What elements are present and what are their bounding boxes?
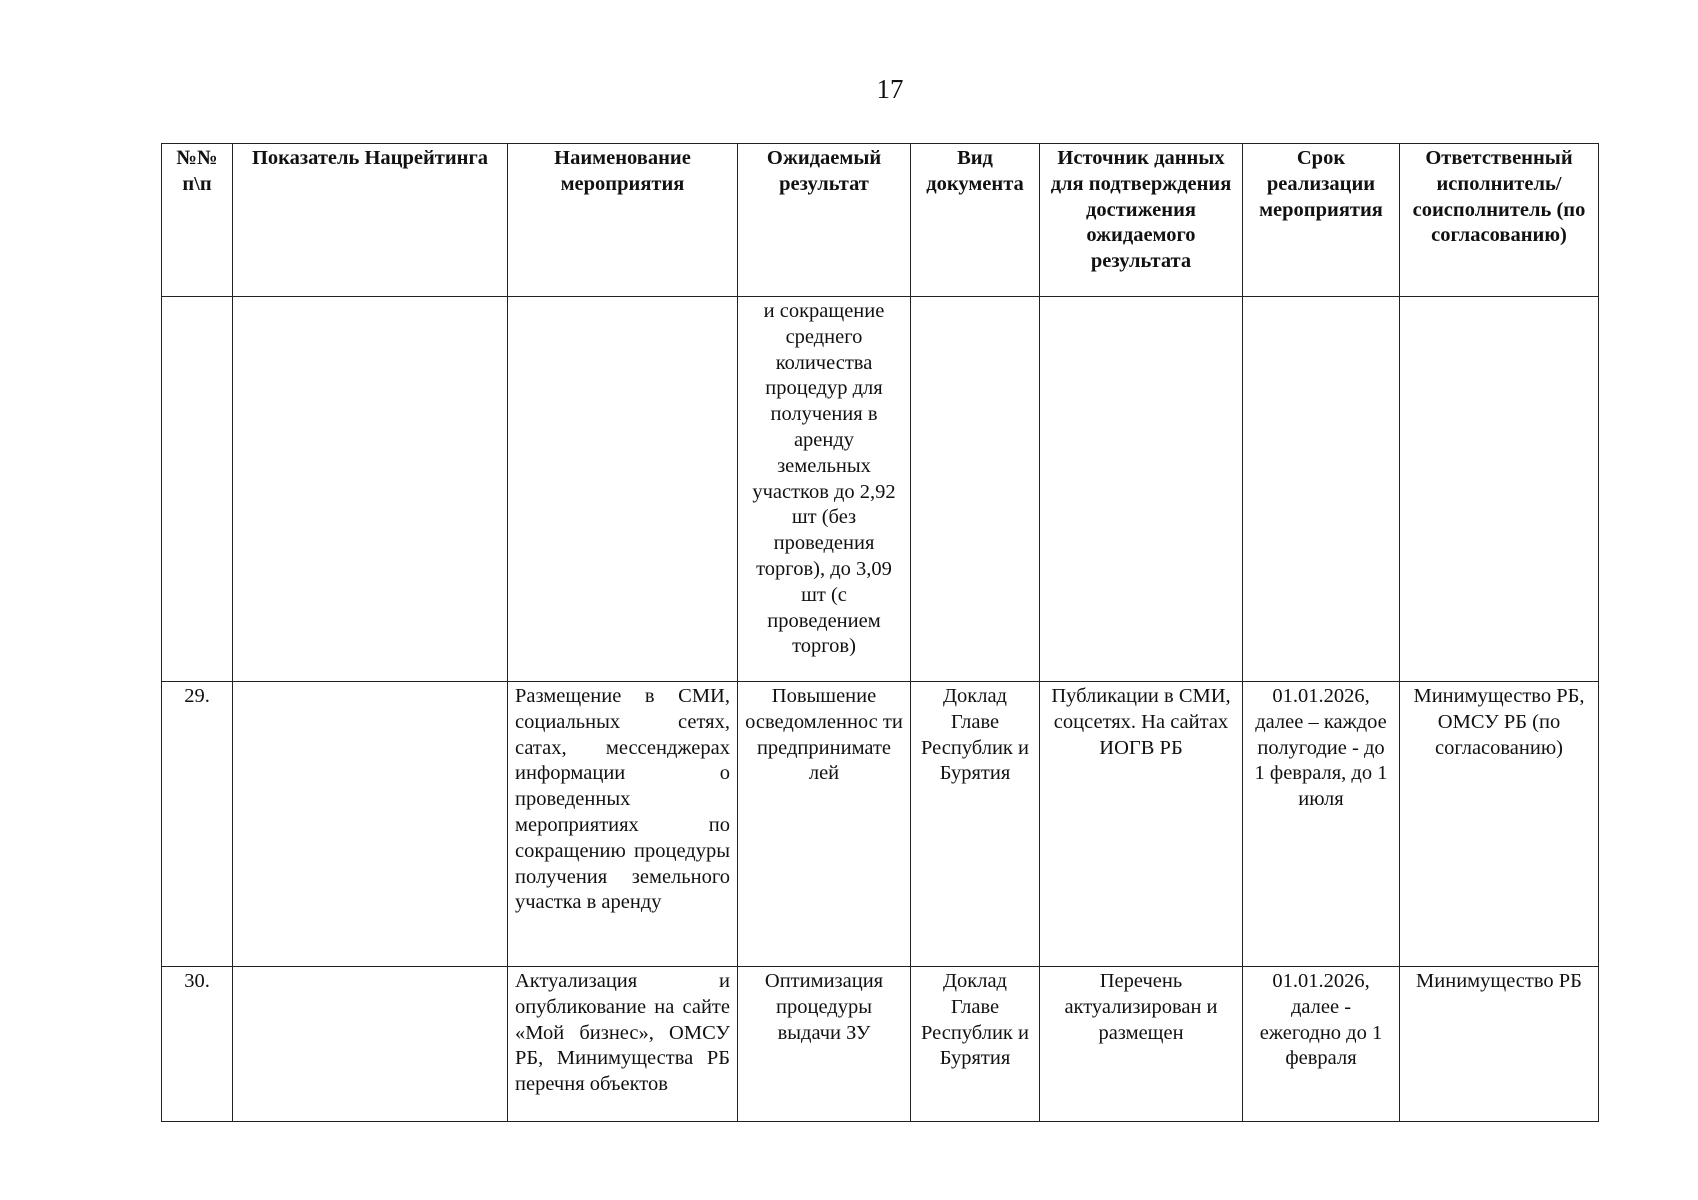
table-row (162, 682, 1599, 967)
cell-document-type: Доклад Главе Республик и Бурятия (911, 682, 1040, 967)
table-row (162, 297, 1599, 682)
cell-deadline: 01.01.2026, далее – каждое полугодие - до 1 февраля, до 1 июля (1243, 682, 1400, 967)
table-header-row (162, 144, 1599, 297)
cell-activity (508, 297, 738, 682)
cell-responsible: Минимущество РБ (1400, 967, 1599, 1122)
page-number: 17 (876, 74, 904, 104)
cell-responsible: Минимущество РБ, ОМСУ РБ (по согласованию) (1400, 682, 1599, 967)
cell-expected-result: Оптимизация процедуры выдачи ЗУ (738, 967, 911, 1122)
header-deadline: Срок реализации мероприятия (1243, 144, 1400, 297)
header-expected-result: Ожидаемый результат (738, 144, 911, 297)
header-document-type: Вид документа (911, 144, 1040, 297)
cell-activity: Размещение в СМИ, социальных сетях, сатах, мессенджерах информации о проведенных мероприятиях по сокращению процедуры получения земельного участка в аренду (508, 682, 738, 967)
header-activity: Наименование мероприятия (508, 144, 738, 297)
cell-data-source: Перечень актуализирован и размещен (1040, 967, 1243, 1122)
header-data-source: Источник данных для подтверждения достижения ожидаемого результата (1040, 144, 1243, 297)
cell-data-source (1040, 297, 1243, 682)
cell-number (162, 297, 233, 682)
cell-indicator (233, 967, 508, 1122)
cell-activity: Актуализация и опубликование на сайте «Мой бизнес», ОМСУ РБ, Минимущества РБ перечня объектов (508, 967, 738, 1122)
cell-indicator (233, 297, 508, 682)
cell-data-source: Публикации в СМИ, соцсетях. На сайтах ИОГВ РБ (1040, 682, 1243, 967)
cell-number: 29. (162, 682, 233, 967)
measures-table (161, 143, 1599, 1122)
cell-expected-result: Повышение осведомленнос ти предпринимате лей (738, 682, 911, 967)
cell-document-type (911, 297, 1040, 682)
cell-number: 30. (162, 967, 233, 1122)
cell-deadline (1243, 297, 1400, 682)
header-indicator: Показатель Нацрейтинга (233, 144, 508, 297)
cell-expected-result: и сокращение среднего количества процедур для получения в аренду земельных участков до 2,92 шт (без проведения торгов), до 3,09 шт (с проведением торгов) (738, 297, 911, 682)
header-responsible: Ответственный исполнитель/ соисполнитель (по согласованию) (1400, 144, 1599, 297)
cell-document-type: Доклад Главе Республик и Бурятия (911, 967, 1040, 1122)
table-row (162, 967, 1599, 1122)
cell-indicator (233, 682, 508, 967)
cell-deadline: 01.01.2026, далее - ежегодно до 1 февраля (1243, 967, 1400, 1122)
cell-responsible (1400, 297, 1599, 682)
header-number: №№ п\п (162, 144, 233, 297)
